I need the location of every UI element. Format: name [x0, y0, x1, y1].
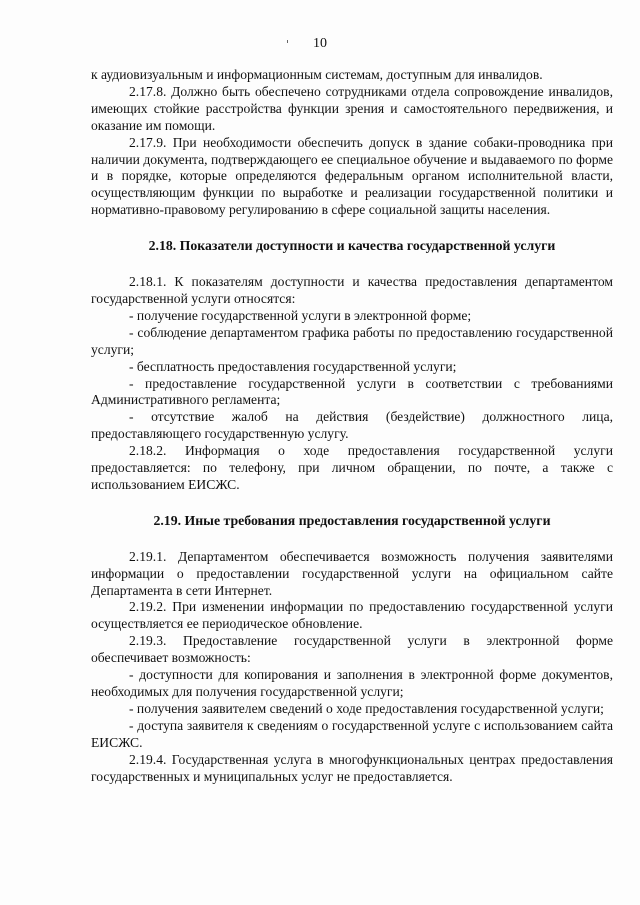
paragraph-2-17-8: 2.17.8. Должно быть обеспечено сотрудниками отдела сопровождение инвалидов, имеющих стойкие расстройства функции зрения и самостоятельного передвижения, и оказание им помощи.	[91, 83, 613, 133]
paragraph-2-18-2: 2.18.2. Информация о ходе предоставления государственной услуги предоставляется: по телефону, при личном обращении, по почте, а также с использованием ЕИСЖС.	[91, 443, 613, 492]
paragraph-2-19-4: 2.19.4. Государственная услуга в многофункциональных центрах предоставления государственных и муниципальных услуг не предоставляется.	[91, 751, 613, 784]
scan-speck	[287, 40, 288, 43]
list-item: - отсутствие жалоб на действия (бездействие) должностного лица, предоставляющего государственную услугу.	[91, 409, 613, 442]
page-number: 10	[313, 36, 327, 51]
section-heading-2-19: 2.19. Иные требования предоставления государственной услуги	[153, 512, 551, 528]
list-item: - получение государственной услуги в электронной форме;	[129, 307, 472, 323]
list-item: - предоставление государственной услуги в соответствии с требованиями Административного регламента;	[91, 375, 613, 408]
paragraph-2-19-1: 2.19.1. Департаментом обеспечивается возможность получения заявителями информации о предоставлении государственной услуги на официальном сайте Департамента в сети Интернет.	[91, 548, 613, 598]
paragraph-2-18-1: 2.18.1. К показателям доступности и качества предоставления департаментом государственной услуги относятся:	[91, 274, 613, 306]
list-item: - бесплатность предоставления государственной услуги;	[129, 358, 457, 374]
paragraph-2-19-2: 2.19.2. При изменении информации по предоставлению государственной услуги осуществляется ее периодическое обновление.	[91, 599, 613, 632]
list-item: - доступа заявителя к сведениям о государственной услуге с использованием сайта ЕИСЖС.	[91, 717, 613, 750]
document-body	[91, 67, 613, 785]
paragraph-2-19-3: 2.19.3. Предоставление государственной услуги в электронной форме обеспечивает возможность:	[91, 633, 613, 666]
list-item: - доступности для копирования и заполнения в электронной форме документов, необходимых для получения государственной услуги;	[91, 667, 613, 699]
list-item: - получения заявителем сведений о ходе предоставления государственной услуги;	[129, 700, 604, 716]
paragraph-continuation: к аудиовизуальным и информационным системам, доступным для инвалидов.	[91, 67, 543, 82]
paragraph-2-17-9: 2.17.9. При необходимости обеспечить допуск в здание собаки-проводника при наличии документа, подтверждающего ее специальное обучение и выдаваемого по форме и в порядке, которые определяются федеральным органом исполнительной власти, осуществляющим функции по выработке и реализации государственной политики и нормативно-правовому регулированию в сфере социальной защиты населения.	[91, 134, 613, 218]
section-heading-2-18: 2.18. Показатели доступности и качества государственной услуги	[148, 238, 556, 254]
list-item: - соблюдение департаментом графика работы по предоставлению государственной услуги;	[91, 324, 613, 357]
